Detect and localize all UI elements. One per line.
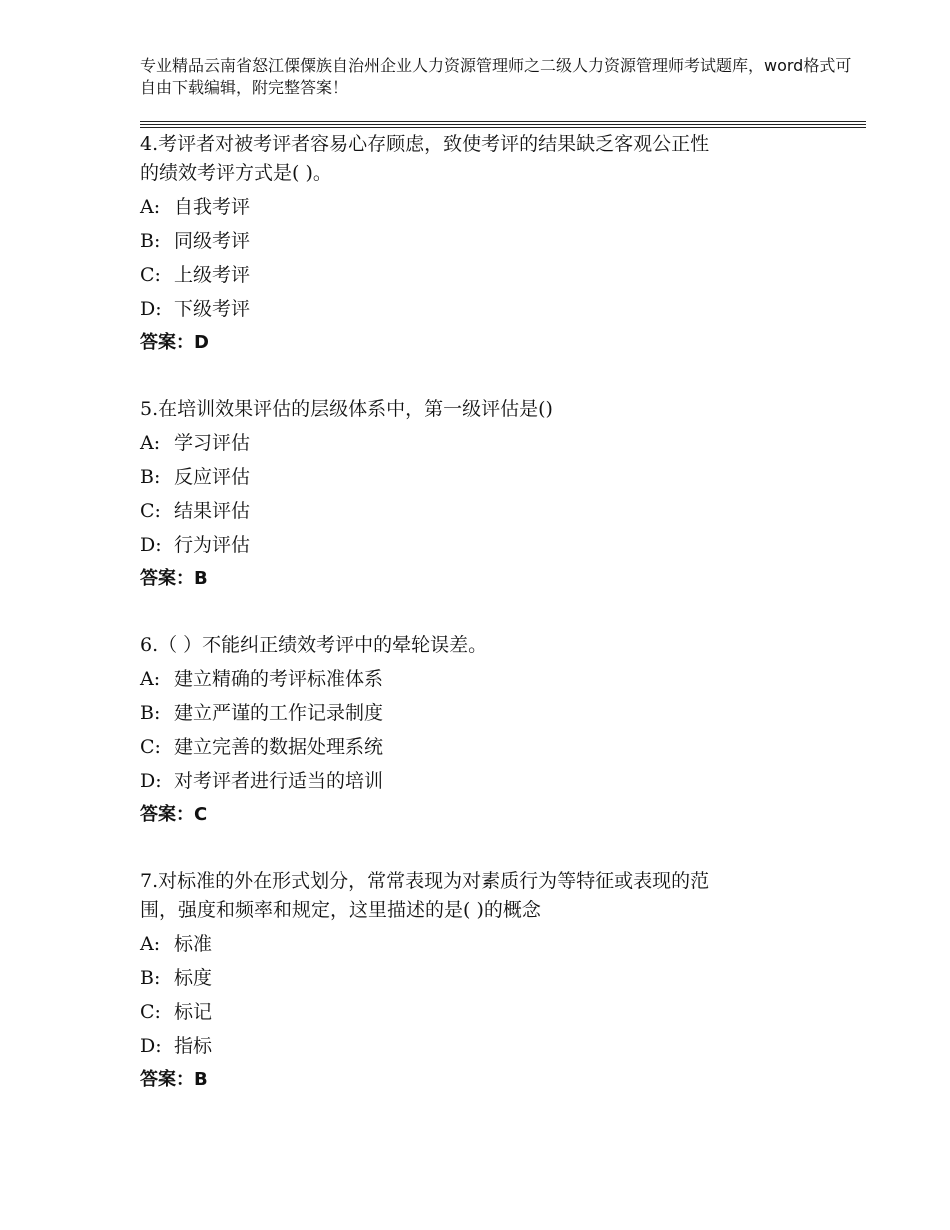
question-block xyxy=(140,394,860,596)
answer-label: 答案： xyxy=(140,804,194,825)
answer-value: D xyxy=(194,332,209,353)
answer-option xyxy=(140,426,860,460)
question-stem xyxy=(140,866,860,927)
question-stem xyxy=(140,129,860,190)
option-key: C: xyxy=(140,736,161,758)
answer-option xyxy=(140,696,860,730)
question-stem-line: 6.（ ）不能纠正绩效考评中的晕轮误差。 xyxy=(140,634,488,656)
option-key: B: xyxy=(140,230,161,252)
question-stem xyxy=(140,630,860,662)
answer-option xyxy=(140,995,860,1029)
option-key: D: xyxy=(140,770,162,792)
option-key: C: xyxy=(140,500,161,522)
option-text: 建立完善的数据处理系统 xyxy=(174,736,384,758)
option-text: 上级考评 xyxy=(174,264,251,286)
option-key: A: xyxy=(140,196,161,218)
answer-line xyxy=(140,1063,860,1097)
question-block xyxy=(140,630,860,832)
option-key: A: xyxy=(140,432,161,454)
option-text: 标准 xyxy=(174,933,213,955)
option-text: 自我考评 xyxy=(174,196,251,218)
option-text: 标度 xyxy=(174,967,213,989)
answer-label: 答案： xyxy=(140,332,194,353)
answer-option xyxy=(140,292,860,326)
answer-line xyxy=(140,326,860,360)
answer-option xyxy=(140,224,860,258)
answer-option xyxy=(140,494,860,528)
answer-option xyxy=(140,730,860,764)
answer-option xyxy=(140,258,860,292)
question-stem-line: 5.在培训效果评估的层级体系中，第一级评估是() xyxy=(140,398,553,420)
question-stem-line: 4.考评者对被考评者容易心存顾虑，致使考评的结果缺乏客观公正性 xyxy=(140,133,710,155)
answer-option xyxy=(140,764,860,798)
document-header xyxy=(140,55,860,99)
question-stem-line: 的绩效考评方式是( )。 xyxy=(140,162,332,184)
answer-value: B xyxy=(194,1069,208,1090)
header-title: 专业精品云南省怒江傈僳族自治州企业人力资源管理师之二级人力资源管理师考试题库，word格式可自由下载编辑，附完整答案！ xyxy=(140,56,852,97)
header-rule-top xyxy=(140,121,866,122)
answer-label: 答案： xyxy=(140,568,194,589)
option-text: 标记 xyxy=(174,1001,213,1023)
option-text: 对考评者进行适当的培训 xyxy=(174,770,384,792)
option-text: 建立精确的考评标准体系 xyxy=(174,668,384,690)
option-key: C: xyxy=(140,1001,161,1023)
option-key: C: xyxy=(140,264,161,286)
option-text: 同级考评 xyxy=(174,230,251,252)
option-key: D: xyxy=(140,1035,162,1057)
question-stem-line: 围，强度和频率和规定，这里描述的是( )的概念 xyxy=(140,899,541,921)
question-block xyxy=(140,866,860,1097)
answer-line xyxy=(140,562,860,596)
answer-line xyxy=(140,798,860,832)
option-text: 反应评估 xyxy=(174,466,251,488)
answer-value: B xyxy=(194,568,208,589)
option-text: 学习评估 xyxy=(174,432,251,454)
question-stem xyxy=(140,394,860,426)
option-key: B: xyxy=(140,967,161,989)
answer-option xyxy=(140,1029,860,1063)
answer-option xyxy=(140,460,860,494)
option-key: D: xyxy=(140,534,162,556)
question-block xyxy=(140,129,860,360)
answer-label: 答案： xyxy=(140,1069,194,1090)
answer-option xyxy=(140,927,860,961)
option-key: B: xyxy=(140,702,161,724)
header-rule-middle xyxy=(140,124,866,125)
option-text: 指标 xyxy=(174,1035,213,1057)
option-key: A: xyxy=(140,668,161,690)
option-key: D: xyxy=(140,298,162,320)
option-key: A: xyxy=(140,933,161,955)
question-stem-line: 7.对标准的外在形式划分，常常表现为对素质行为等特征或表现的范 xyxy=(140,870,710,892)
answer-option xyxy=(140,961,860,995)
header-rule-bottom xyxy=(140,127,866,128)
option-text: 下级考评 xyxy=(174,298,251,320)
option-text: 建立严谨的工作记录制度 xyxy=(174,702,384,724)
question-list xyxy=(140,129,860,1131)
option-key: B: xyxy=(140,466,161,488)
answer-option xyxy=(140,190,860,224)
answer-option xyxy=(140,528,860,562)
answer-option xyxy=(140,662,860,696)
option-text: 结果评估 xyxy=(174,500,251,522)
answer-value: C xyxy=(194,804,208,825)
option-text: 行为评估 xyxy=(174,534,251,556)
